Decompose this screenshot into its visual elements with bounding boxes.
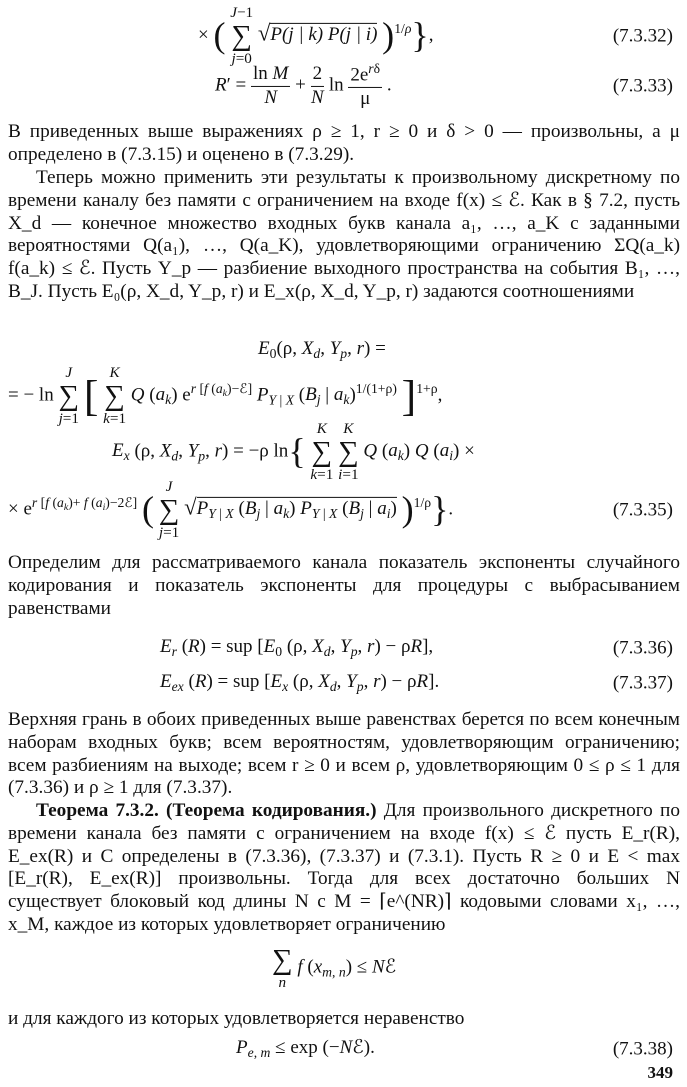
theorem-body: Для произвольного дискретного по времени канала без памяти с ограничением на входе f(x) ≤ ℰ пусть E_r(R), E_ex(R) и C определены в (7.3.36), (7.3.37) и (7.3.1). Пусть R ≥ 0 и E < max [E_r(R), E_ex(R)] произвольны. Тогда для всех достаточно больших N существует блоковый код длины N с M = ⌈e^(NR)⌉ кодовыми словами x₁, …, x_M, каждое из которых удовлетворяет ограничению: [8, 800, 680, 935]
equation-number: (7.3.37): [612, 672, 673, 694]
theorem-title: Теорема 7.3.2. (Теорема кодирования.): [36, 800, 377, 821]
equation-number: (7.3.35): [612, 499, 673, 521]
paragraph-3: Определим для рассматриваемого канала показатель экспоненты случайного кодирования и показатель экспоненты для процедуры с выбрасыванием равенствами: [8, 552, 680, 619]
equation-number: (7.3.33): [612, 75, 673, 97]
equation-number: (7.3.38): [612, 1038, 673, 1060]
paragraph-4: Верхняя грань в обоих приведенных выше равенствах берется по всем конечным наборам входных букв; всем вероятностям, удовлетворяющим ограничению; всем разбиениям на выходе; всем r ≥ 0 и всем ρ, удовлетворяющим 0 ≤ ρ ≤ 1 для (7.3.36) и ρ ≥ 1 для (7.3.37).: [8, 709, 680, 799]
equation-number: (7.3.32): [612, 25, 673, 47]
book-page: × ( J−1 ∑ j=0 √P(j | k) P(j | i) )$^{1/\rho}$}, (7.3.32) R′ = $\frac{\text{ln M}}{N}$ + $\frac{2}{N}$ ln $2e^{r\delta}$ μ . (7.3.33) В приведенных выше выражениях ρ ≥ 1, r ≥ 0 и δ > 0 — произвольны, а μ определено в (7.3.15) и оценено в (7.3.29). Теперь можно применить эти результаты к произвольному дискретному по времени каналу без памяти с ограничением на входе f(x) ≤ ℰ. Как в § 7.2, пусть X_d — конечное множество входных букв канала a₁, …, a_K с заданными вероятностями Q(a₁), …, Q(a_K), удовлетворяющими ограничению ΣQ(a_k) f(a_k) ≤ ℰ. Пусть Y_p — разбиение выходного пространства на события B₁, …, B_J. Пусть E₀(ρ, X_d, Y_p, r) и E_x(ρ, X_d, Y_p, r) задаются соотношениями $E_0(\rho$, $X_d$, $Y_p$, r) = = − ln J ∑ j=1 [ K ∑ k=1 Q $(a_k)$ $e^{r [f (a_k)-ℰ]}$ $P_{Y | X}$ ($B_j$ | $a_k)^{1/(1+\rho)}$ ]$^{1+\rho}$, $E_x$ (ρ, $X_d$, $Y_p$, r) = −ρ ln{ K ∑ k=1 K ∑ i=1 Q $(a_k)$ Q $(a_i)$ × × $e^{r [f (a_k)+ f (a_i)-2ℰ]}$ ( J ∑ j=1 $√P_{Y | X}$ ($B_j$ | $a_k$) $P_{Y | X}$ ($B_j$ | $a_i$) )$^{1/\rho}$}. (7.3.35) Определим для рассматриваемого канала показатель экспоненты случайного кодирования и показатель экспоненты для процедуры с выбрасыванием равенствами $E_r$ (R) = sup [$E_0$ (ρ, $X_d$, $Y_p$, r) − ρR], (7.3.36) $E_{ex}$ (R) = sup [$E_x$ (ρ, $X_d$, $Y_p$, r) − ρR]. (7.3.37) Верхняя грань в обоих приведенных выше равенствах берется по всем конечным наборам входных букв; всем вероятностям, удовлетворяющим ограничению; всем разбиениям на выходе; всем r ≥ 0 и всем ρ, удовлетворяющим 0 ≤ ρ ≤ 1 для (7.3.36) и ρ ≥ 1 для (7.3.37). Теорема 7.3.2. (Теорема кодирования.) Для произвольного дискретного по времени канала без памяти с ограничением на входе f(x) ≤ ℰ пусть E_r(R), E_ex(R) и C определены в (7.3.36), (7.3.37) и (7.3.1). Пусть R ≥ 0 и E < max [E_r(R), E_ex(R)] произвольны. Тогда для всех достаточно больших N существует блоковый код длины N с M = ⌈e^(NR)⌉ кодовыми словами x₁, …, x_M, каждое из которых удовлетворяет ограничению ∑ n f $(x_{m, n})$ ≤ Nℰ и для каждого из которых удовлетворяется неравенство $P_{e, m} \le \exp$ (−Nℰ). (7.3.38) 349: [8, 3, 680, 1082]
theorem-7-3-2: [8, 800, 680, 937]
paragraph-2: Теперь можно применить эти результаты к произвольному дискретному по времени каналу без памяти с ограничением на входе f(x) ≤ ℰ. Как в § 7.2, пусть X_d — конечное множество входных букв канала a₁, …, a_K с заданными вероятностями Q(a₁), …, Q(a_K), удовлетворяющими ограничению ΣQ(a_k) f(a_k) ≤ ℰ. Пусть Y_p — разбиение выходного пространства на события B₁, …, B_J. Пусть E₀(ρ, X_d, Y_p, r) и E_x(ρ, X_d, Y_p, r) задаются соотношениями: [8, 167, 680, 302]
paragraph-1: В приведенных выше выражениях ρ ≥ 1, r ≥ 0 и δ > 0 — произвольны, а μ определено в (7.3.15) и оценено в (7.3.29).: [8, 121, 680, 165]
paragraph-6: и для каждого из которых удовлетворяется неравенство: [8, 1008, 465, 1029]
page-number: 349: [647, 1063, 673, 1082]
equation-number: (7.3.36): [612, 637, 673, 659]
